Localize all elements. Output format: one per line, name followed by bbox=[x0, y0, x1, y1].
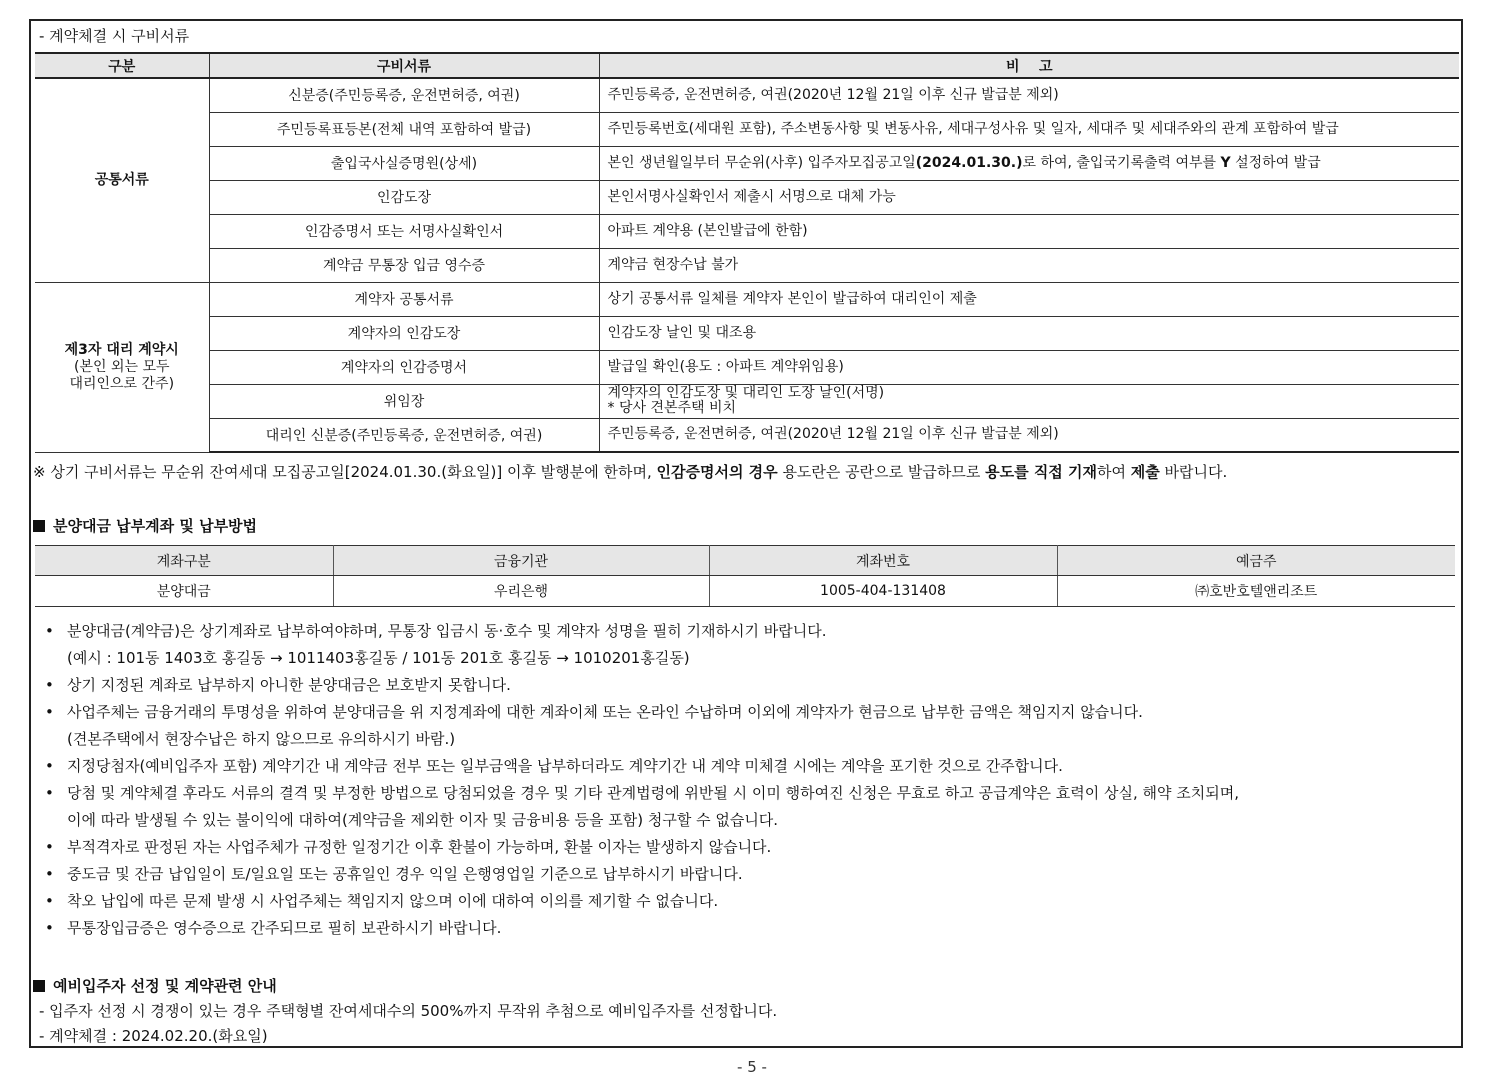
list-item-line: 지정당첨자(예비입주자 포함) 계약기간 내 계약금 전부 또는 일부금액을 납부하더라도 계약기간 내 계약 미체결 시에는 계약을 포기한 것으로 간주합니다. bbox=[67, 757, 1063, 775]
header-account-number: 계좌번호 bbox=[709, 546, 1057, 576]
document-cell: 계약자 공통서류 bbox=[209, 282, 599, 316]
account-holder-cell: ㈜호반호텔앤리조트 bbox=[1057, 576, 1455, 607]
remark-cell bbox=[599, 384, 1459, 418]
list-item-line: 무통장입금증은 영수증으로 간주되므로 필히 보관하시기 바랍니다. bbox=[67, 919, 502, 937]
documents-footnote bbox=[33, 461, 1227, 482]
header-account-type: 계좌구분 bbox=[35, 546, 333, 576]
remark-line: * 당사 견본주택 비치 bbox=[607, 400, 737, 416]
category-proxy-sublabel: 대리인으로 간주) bbox=[69, 375, 175, 392]
remark-cell: 계약금 현장수납 불가 bbox=[599, 248, 1459, 282]
document-cell: 인감증명서 또는 서명사실확인서 bbox=[209, 214, 599, 248]
reserve-note: - 입주자 선정 시 경쟁이 있는 경우 주택형별 잔여세대수의 500%까지 무작위 추첨으로 예비입주자를 선정합니다. bbox=[39, 1002, 778, 1020]
remark-line: 계약자의 인감도장 및 대리인 도장 날인(서명) bbox=[607, 385, 885, 401]
document-cell: 계약자의 인감증명서 bbox=[209, 350, 599, 384]
list-item bbox=[41, 753, 1459, 780]
table-row bbox=[35, 350, 1459, 384]
list-item bbox=[41, 915, 1459, 942]
document-cell: 출입국사실증명원(상세) bbox=[209, 146, 599, 180]
square-bullet-icon bbox=[33, 520, 45, 532]
table-row bbox=[35, 316, 1459, 350]
footnote-bold: 제출 bbox=[1130, 463, 1160, 481]
remark-cell: 주민등록증, 운전면허증, 여권(2020년 12월 21일 이후 신규 발급분 제외) bbox=[599, 418, 1459, 452]
bank-cell: 우리은행 bbox=[333, 576, 709, 607]
footnote-text: ※ 상기 구비서류는 무순위 잔여세대 모집공고일[2024.01.30.(화요일)] 이후 발행분에 한하며, bbox=[33, 463, 657, 481]
footnote-text: 하여 bbox=[1097, 463, 1131, 481]
list-item-line: 상기 지정된 계좌로 납부하지 아니한 분양대금은 보호받지 못합니다. bbox=[67, 676, 511, 694]
reserve-heading-text: 예비입주자 선정 및 계약관련 안내 bbox=[53, 977, 277, 995]
remark-text: 본인 생년월일부터 무순위(사후) 입주자모집공고일 bbox=[607, 154, 916, 171]
remark-cell: 주민등록증, 운전면허증, 여권(2020년 12월 21일 이후 신규 발급분 제외) bbox=[599, 78, 1459, 112]
category-proxy bbox=[35, 282, 209, 452]
list-item-line: 부적격자로 판정된 자는 사업주체가 규정한 일정기간 이후 환불이 가능하며, 환불 이자는 발생하지 않습니다. bbox=[67, 838, 772, 856]
document-cell: 계약금 무통장 입금 영수증 bbox=[209, 248, 599, 282]
table-row bbox=[35, 418, 1459, 452]
table-header-row bbox=[35, 546, 1455, 576]
list-item bbox=[41, 861, 1459, 888]
account-type-cell: 분양대금 bbox=[35, 576, 333, 607]
remark-cell: 본인서명사실확인서 제출시 서명으로 대체 가능 bbox=[599, 180, 1459, 214]
footnote-text: 용도란은 공란으로 발급하므로 bbox=[777, 463, 986, 481]
header-remarks: 비 고 bbox=[599, 53, 1459, 78]
footnote-bold: 인감증명서의 경우 bbox=[656, 463, 778, 481]
document-cell: 계약자의 인감도장 bbox=[209, 316, 599, 350]
remark-date-bold: (2024.01.30.) bbox=[915, 154, 1023, 171]
section-title-contract-docs: - 계약체결 시 구비서류 bbox=[39, 27, 190, 45]
document-cell: 인감도장 bbox=[209, 180, 599, 214]
list-item bbox=[41, 618, 1459, 672]
remark-cell: 아파트 계약용 (본인발급에 한함) bbox=[599, 214, 1459, 248]
account-number-cell: 1005-404-131408 bbox=[709, 576, 1057, 607]
category-proxy-sublabel: (본인 외는 모두 bbox=[73, 358, 170, 375]
page-number: - 5 - bbox=[737, 1058, 767, 1076]
document-cell: 주민등록표등본(전체 내역 포함하여 발급) bbox=[209, 112, 599, 146]
list-item-line: • 당첨 및 계약체결 후라도 서류의 결격 및 부정한 방법으로 당첨되었을 경우 및 기타 관계법령에 위반될 시 이미 행하여진 신청은 무효로 하고 공급계약은 효력이 상실, 해약 조치되며, bbox=[67, 784, 1240, 802]
list-item-line: (견본주택에서 현장수납은 하지 않으므로 유의하시기 바람.) bbox=[67, 730, 456, 748]
list-item-line: (예시 : 101동 1403호 홍길동 → 1011403홍길동 / 101동 201호 홍길동 → 1010201홍길동) bbox=[67, 649, 690, 667]
table-row bbox=[35, 78, 1459, 112]
contract-date-note: - 계약체결 : 2024.02.20.(화요일) bbox=[39, 1027, 268, 1045]
payment-account-table bbox=[35, 545, 1455, 607]
payment-notes-list bbox=[41, 618, 1459, 942]
list-item-line: • 사업주체는 금융거래의 투명성을 위하여 분양대금을 위 지정계좌에 대한 계좌이체 또는 온라인 수납하며 이외에 계약자가 현금으로 납부한 금액은 책임지지 않습니다. bbox=[67, 703, 1143, 721]
header-category: 구분 bbox=[35, 53, 209, 78]
table-row bbox=[35, 384, 1459, 418]
list-item bbox=[41, 672, 1459, 699]
list-item bbox=[41, 834, 1459, 861]
document-cell: 대리인 신분증(주민등록증, 운전면허증, 여권) bbox=[209, 418, 599, 452]
document-frame bbox=[29, 19, 1463, 1048]
footnote-bold: 용도를 직접 기재 bbox=[985, 463, 1098, 481]
header-bank: 금융기관 bbox=[333, 546, 709, 576]
category-proxy-label: 제3자 대리 계약시 bbox=[64, 341, 179, 358]
list-item bbox=[41, 888, 1459, 915]
list-item bbox=[41, 699, 1459, 753]
table-row bbox=[35, 248, 1459, 282]
table-row bbox=[35, 282, 1459, 316]
remark-cell: 인감도장 날인 및 대조용 bbox=[599, 316, 1459, 350]
remark-cell: 주민등록번호(세대원 포함), 주소변동사항 및 변동사유, 세대구성사유 및 일자, 세대주 및 세대주와의 관계 포함하여 발급 bbox=[599, 112, 1459, 146]
table-header-row bbox=[35, 53, 1459, 78]
list-item-line: • 분양대금(계약금)은 상기계좌로 납부하여야하며, 무통장 입금시 동·호수 및 계약자 성명을 필히 기재하시기 바랍니다. bbox=[67, 622, 827, 640]
square-bullet-icon bbox=[33, 980, 45, 992]
category-common: 공통서류 bbox=[35, 78, 209, 282]
header-document: 구비서류 bbox=[209, 53, 599, 78]
table-row bbox=[35, 112, 1459, 146]
footnote-text: 바랍니다. bbox=[1159, 463, 1228, 481]
list-item-line: 착오 납입에 따른 문제 발생 시 사업주체는 책임지지 않으며 이에 대하여 이의를 제기할 수 없습니다. bbox=[67, 892, 719, 910]
table-row bbox=[35, 214, 1459, 248]
table-row bbox=[35, 146, 1459, 180]
table-row bbox=[35, 576, 1455, 607]
remark-text: 로 하여, 출입국기록출력 여부를 bbox=[1022, 154, 1221, 171]
payment-heading-text: 분양대금 납부계좌 및 납부방법 bbox=[53, 517, 258, 535]
required-documents-table bbox=[35, 52, 1459, 453]
remark-cell: 발급일 확인(용도 : 아파트 계약위임용) bbox=[599, 350, 1459, 384]
remark-flag-bold: Y bbox=[1220, 154, 1231, 171]
list-item bbox=[41, 780, 1459, 834]
document-cell: 신분증(주민등록증, 운전면허증, 여권) bbox=[209, 78, 599, 112]
document-cell: 위임장 bbox=[209, 384, 599, 418]
list-item-line: 중도금 및 잔금 납입일이 토/일요일 또는 공휴일인 경우 익일 은행영업일 기준으로 납부하시기 바랍니다. bbox=[67, 865, 743, 883]
table-row bbox=[35, 180, 1459, 214]
list-item-line: 이에 따라 발생될 수 있는 불이익에 대하여(계약금을 제외한 이자 및 금융비용 등을 포함) 청구할 수 없습니다. bbox=[67, 811, 779, 829]
remark-cell bbox=[599, 146, 1459, 180]
reserve-heading bbox=[33, 975, 277, 996]
remark-text: 설정하여 발급 bbox=[1230, 154, 1321, 171]
payment-heading bbox=[33, 515, 257, 536]
remark-cell: 상기 공통서류 일체를 계약자 본인이 발급하여 대리인이 제출 bbox=[599, 282, 1459, 316]
header-account-holder: 예금주 bbox=[1057, 546, 1455, 576]
